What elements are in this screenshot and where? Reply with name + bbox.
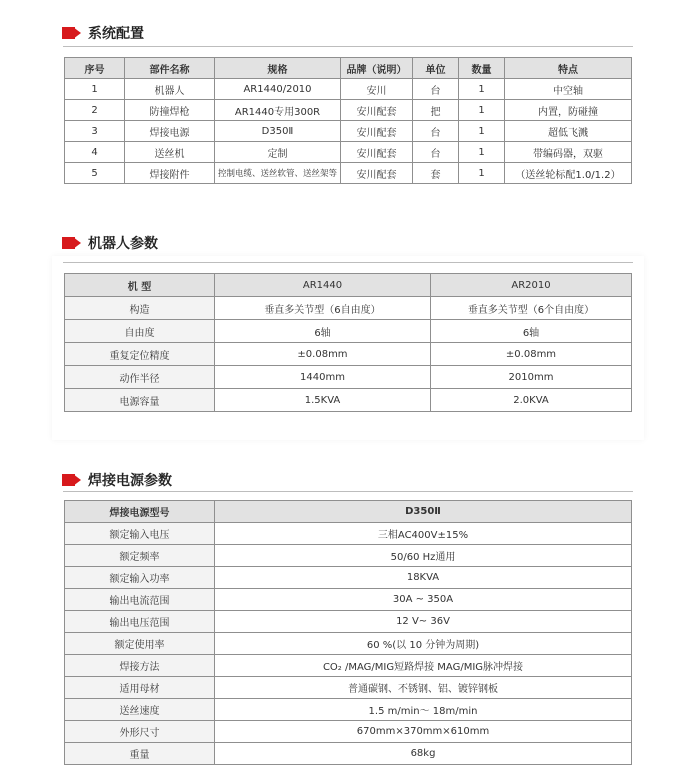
table-cell: 控制电缆、送丝软管、送丝架等	[215, 163, 341, 184]
header-cell: 焊接电源型号	[65, 501, 215, 523]
table-row	[65, 699, 632, 721]
divider	[63, 491, 633, 492]
table-row	[65, 545, 632, 567]
table-row	[65, 163, 632, 184]
header-cell: 特点	[505, 58, 632, 79]
table-header-row	[65, 274, 632, 297]
table-cell: 1	[459, 142, 505, 163]
table-cell: 6轴	[431, 320, 632, 343]
section-title-system-config	[62, 23, 144, 43]
system-config-title: 系统配置	[88, 26, 144, 42]
table-cell: D350Ⅱ	[215, 121, 341, 142]
table-cell: 2	[65, 100, 125, 121]
table-cell: 50/60 Hz通用	[215, 545, 632, 567]
table-cell: 4	[65, 142, 125, 163]
table-cell: 1440mm	[215, 366, 431, 389]
welding-power-title: 焊接电源参数	[88, 473, 172, 489]
section-title-welding-power	[62, 470, 172, 490]
table-cell: 1	[459, 79, 505, 100]
table-cell: 1	[459, 100, 505, 121]
header-cell: 数量	[459, 58, 505, 79]
divider	[63, 46, 633, 47]
table-cell: 焊接附件	[125, 163, 215, 184]
table-cell: 重量	[65, 743, 215, 765]
table-cell: 适用母材	[65, 677, 215, 699]
header-cell: 部件名称	[125, 58, 215, 79]
table-cell: 普通碳钢、不锈钢、铝、镀锌钢板	[215, 677, 632, 699]
divider	[63, 262, 633, 263]
header-cell: 序号	[65, 58, 125, 79]
table-cell: 额定使用率	[65, 633, 215, 655]
robot-params-title: 机器人参数	[88, 236, 158, 252]
table-header-row	[65, 501, 632, 523]
table-cell: 把	[413, 100, 459, 121]
table-row	[65, 743, 632, 765]
table-cell: 安川配套	[341, 163, 413, 184]
table-row	[65, 677, 632, 699]
red-arrow-marker-icon	[62, 474, 82, 486]
table-header-row	[65, 58, 632, 79]
table-cell: 防撞焊枪	[125, 100, 215, 121]
table-cell: 额定输入功率	[65, 567, 215, 589]
table-cell: 送丝速度	[65, 699, 215, 721]
table-cell: 额定输入电压	[65, 523, 215, 545]
table-cell: 1	[459, 163, 505, 184]
table-cell: 2.0KVA	[431, 389, 632, 412]
table-cell: 定制	[215, 142, 341, 163]
section-title-robot-params	[62, 233, 158, 253]
table-cell: CO₂ /MAG/MIG短路焊接 MAG/MIG脉冲焊接	[215, 655, 632, 677]
table-row	[65, 297, 632, 320]
table-cell: 18KVA	[215, 567, 632, 589]
table-cell: 电源容量	[65, 389, 215, 412]
header-cell: 机 型	[65, 274, 215, 297]
header-cell: 单位	[413, 58, 459, 79]
header-cell: AR2010	[431, 274, 632, 297]
table-row	[65, 655, 632, 677]
table-cell: 送丝机	[125, 142, 215, 163]
table-cell: 输出电流范围	[65, 589, 215, 611]
table-cell: 12 V~ 36V	[215, 611, 632, 633]
table-cell: 外形尺寸	[65, 721, 215, 743]
table-row	[65, 389, 632, 412]
table-cell: 内置，防碰撞	[505, 100, 632, 121]
table-cell: 构造	[65, 297, 215, 320]
table-cell: 重复定位精度	[65, 343, 215, 366]
table-row	[65, 633, 632, 655]
table-cell: 额定频率	[65, 545, 215, 567]
header-cell: D350Ⅱ	[215, 501, 632, 523]
system-config-table	[64, 57, 632, 184]
table-cell: 动作半径	[65, 366, 215, 389]
table-cell: 2010mm	[431, 366, 632, 389]
header-cell: 品牌（说明）	[341, 58, 413, 79]
table-cell: 中空轴	[505, 79, 632, 100]
table-row	[65, 142, 632, 163]
table-cell: 台	[413, 142, 459, 163]
table-cell: AR1440/2010	[215, 79, 341, 100]
table-cell: 焊接电源	[125, 121, 215, 142]
table-cell: AR1440专用300R	[215, 100, 341, 121]
table-cell: 1.5KVA	[215, 389, 431, 412]
welding-power-table	[64, 500, 632, 765]
red-arrow-marker-icon	[62, 237, 82, 249]
table-cell: 1	[65, 79, 125, 100]
table-cell: 垂直多关节型（6自由度）	[215, 297, 431, 320]
header-cell: AR1440	[215, 274, 431, 297]
table-cell: 超低飞溅	[505, 121, 632, 142]
table-cell: ±0.08mm	[431, 343, 632, 366]
table-cell: 机器人	[125, 79, 215, 100]
table-cell: 60 %(以 10 分钟为周期)	[215, 633, 632, 655]
header-cell: 规格	[215, 58, 341, 79]
table-row	[65, 567, 632, 589]
table-cell: 3	[65, 121, 125, 142]
table-cell: ±0.08mm	[215, 343, 431, 366]
table-cell: 台	[413, 121, 459, 142]
table-row	[65, 121, 632, 142]
table-cell: 安川配套	[341, 100, 413, 121]
table-row	[65, 79, 632, 100]
table-cell: 三相AC400V±15%	[215, 523, 632, 545]
table-cell: 垂直多关节型（6个自由度）	[431, 297, 632, 320]
table-row	[65, 523, 632, 545]
table-row	[65, 343, 632, 366]
table-cell: 带编码器，双驱	[505, 142, 632, 163]
table-cell: 焊接方法	[65, 655, 215, 677]
table-cell: 自由度	[65, 320, 215, 343]
table-cell: 输出电压范围	[65, 611, 215, 633]
table-cell: 30A ~ 350A	[215, 589, 632, 611]
table-cell: 套	[413, 163, 459, 184]
table-cell: 6轴	[215, 320, 431, 343]
robot-params-table	[64, 273, 632, 412]
table-row	[65, 100, 632, 121]
table-cell: 安川	[341, 79, 413, 100]
table-cell: 1	[459, 121, 505, 142]
table-cell: 670mm×370mm×610mm	[215, 721, 632, 743]
table-row	[65, 611, 632, 633]
red-arrow-marker-icon	[62, 27, 82, 39]
table-cell: 1.5 m/min～ 18m/min	[215, 699, 632, 721]
table-row	[65, 366, 632, 389]
table-cell: 安川配套	[341, 121, 413, 142]
table-cell: （送丝轮标配1.0/1.2）	[505, 163, 632, 184]
table-cell: 68kg	[215, 743, 632, 765]
table-row	[65, 320, 632, 343]
table-row	[65, 589, 632, 611]
table-row	[65, 721, 632, 743]
table-cell: 安川配套	[341, 142, 413, 163]
table-cell: 台	[413, 79, 459, 100]
table-cell: 5	[65, 163, 125, 184]
